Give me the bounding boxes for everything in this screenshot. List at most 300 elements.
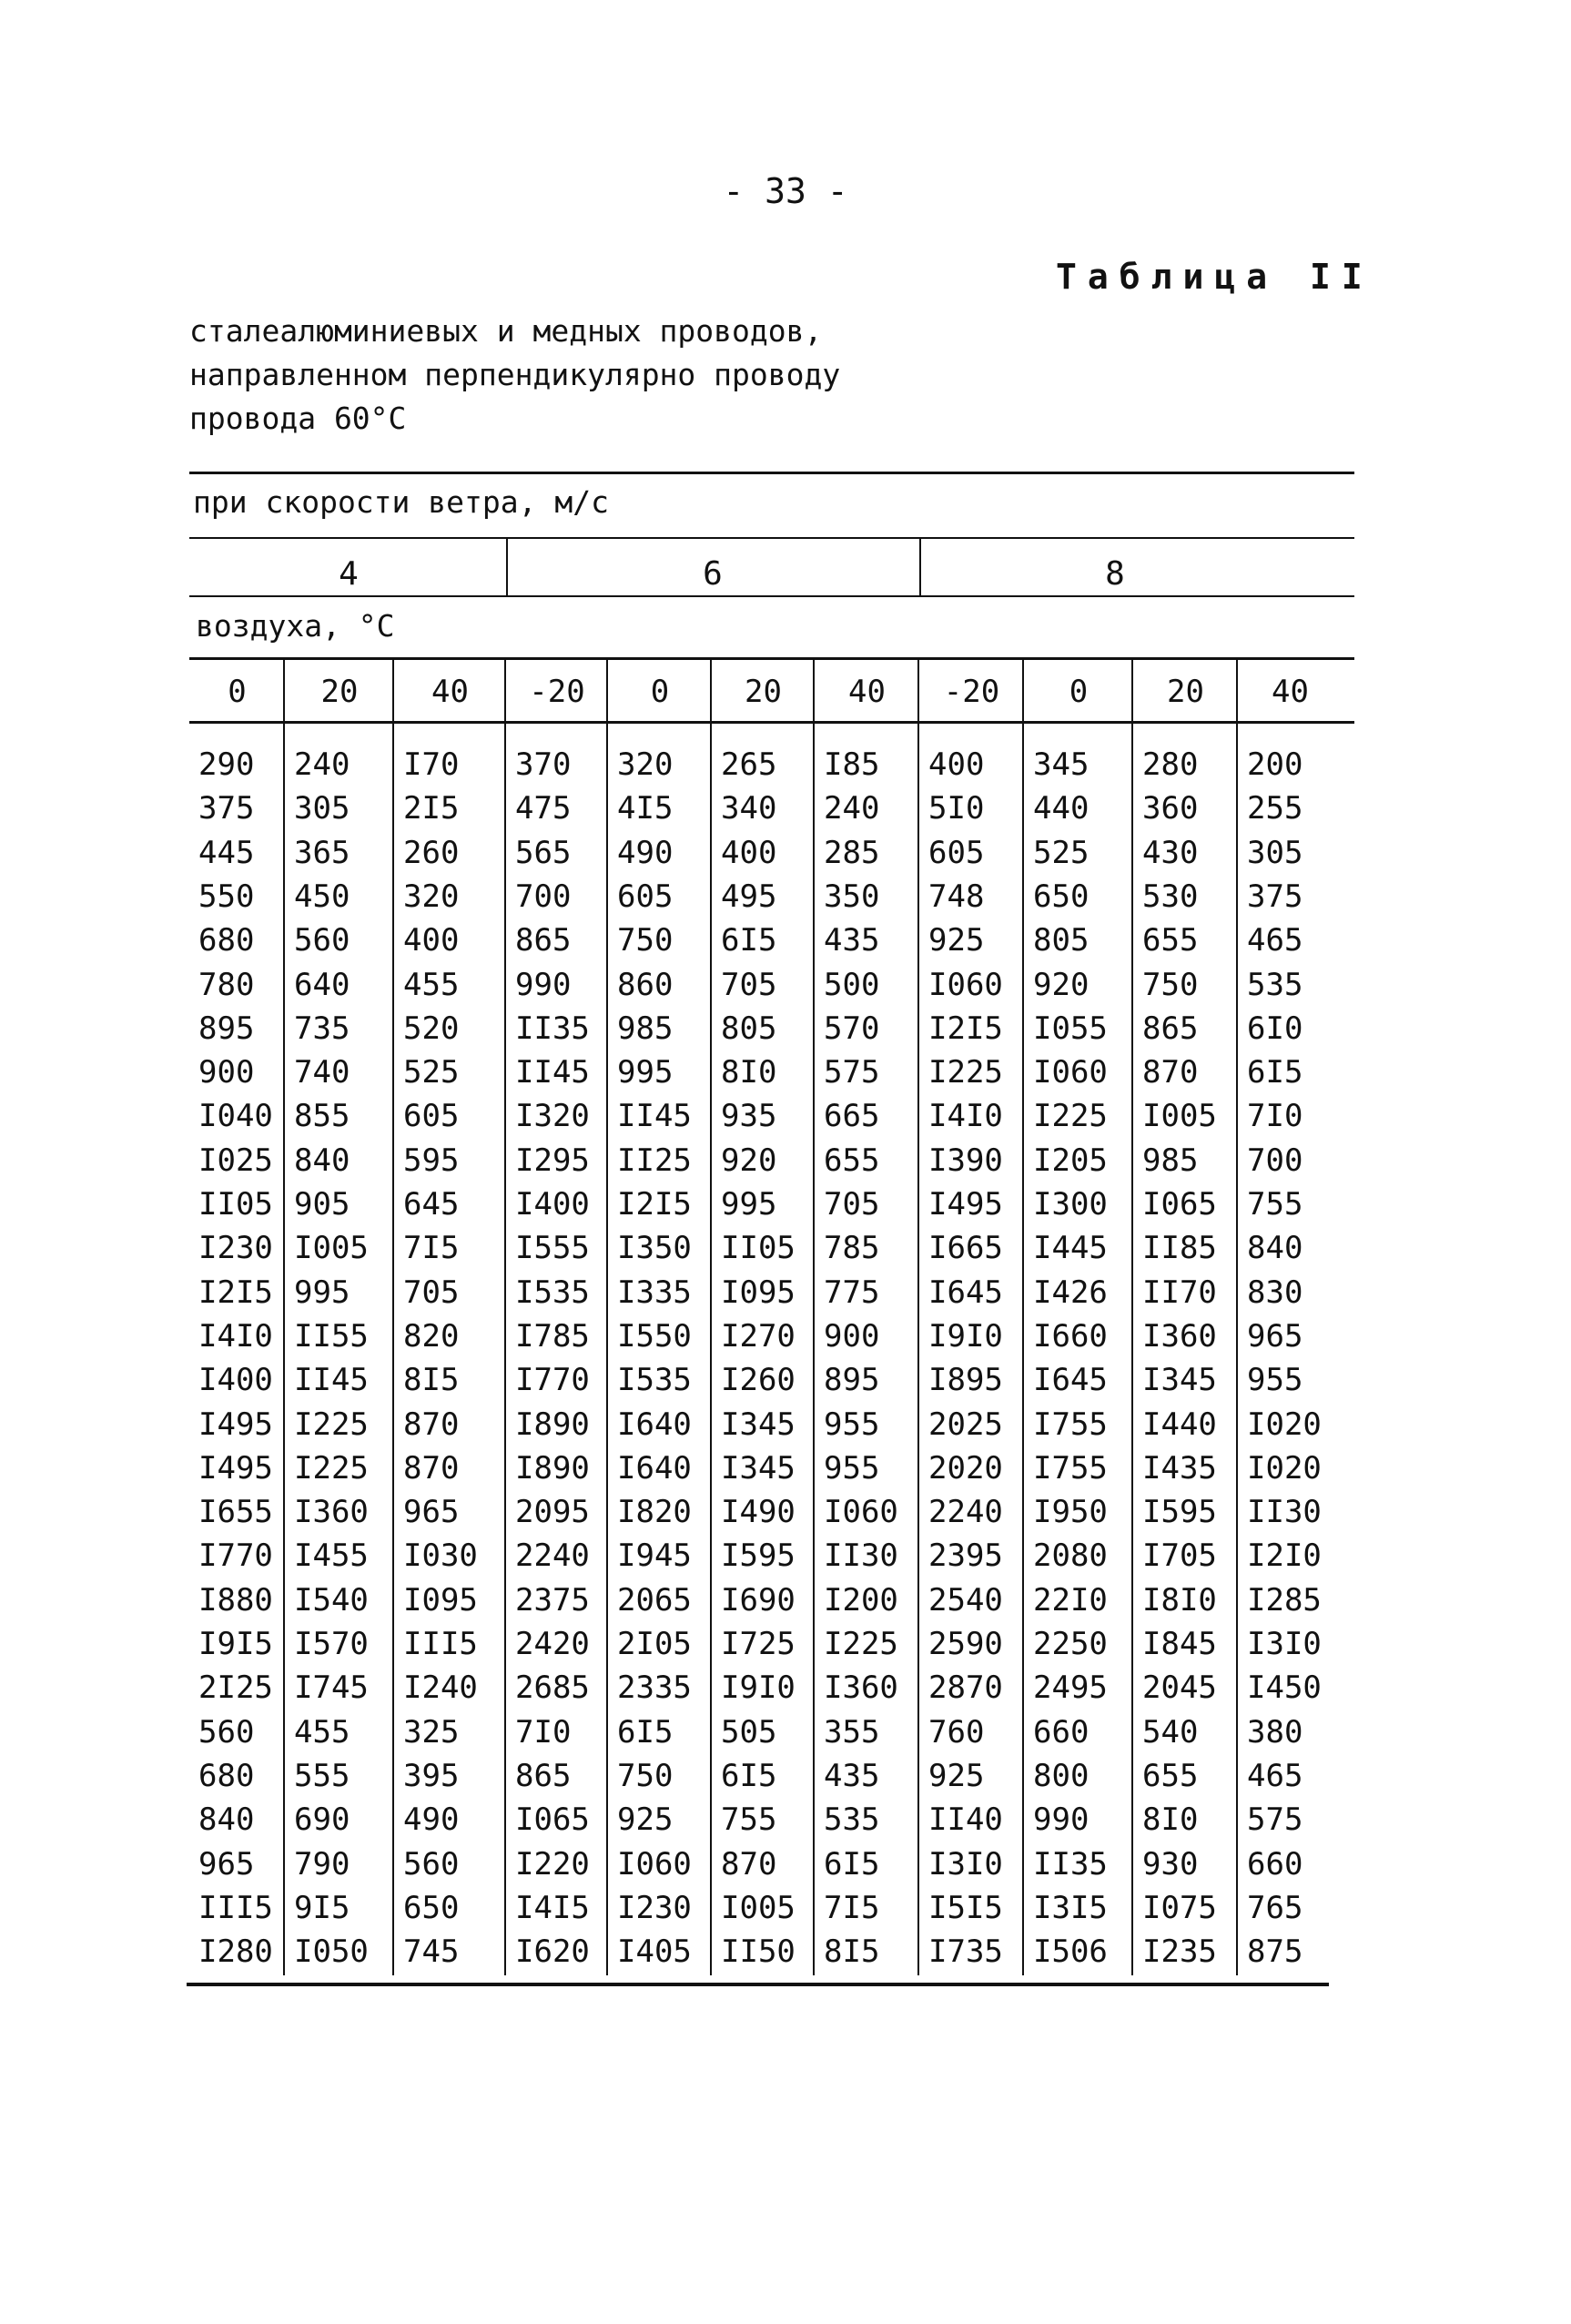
table-cell: 240 [294,746,350,783]
caption-line: направленном перпендикулярно проводу [189,357,841,392]
table-cell: I065 [515,1801,590,1838]
table-cell: 925 [928,1758,985,1794]
temperature-column-header: 40 [1272,674,1309,710]
table-cell: 265 [721,746,777,783]
table-cell: I640 [617,1450,692,1487]
table-cell: 320 [617,746,674,783]
table-cell: II85 [1142,1230,1217,1266]
table-cell: 6I5 [721,1758,777,1794]
column-rule [1022,659,1024,1975]
table-cell: II05 [721,1230,796,1266]
table-cell: 705 [721,967,777,1003]
table-cell: I230 [198,1230,273,1266]
table-cell: 475 [515,790,572,827]
table-cell: 7I0 [515,1714,572,1751]
table-cell: I820 [617,1494,692,1530]
column-rule [283,659,285,1975]
table-cell: 840 [294,1142,350,1179]
table-cell: I005 [1142,1098,1217,1134]
table-cell: 560 [294,922,350,959]
table-cell: II45 [515,1054,590,1091]
table-cell: 8I5 [824,1933,880,1970]
table-cell: 9I5 [294,1890,350,1926]
table-cell: I335 [617,1274,692,1311]
table-cell: 660 [1247,1846,1303,1883]
table-cell: 305 [1247,835,1303,871]
table-cell: I665 [928,1230,1003,1266]
column-rule [1131,659,1133,1975]
table-cell: 660 [1033,1714,1090,1751]
table-cell: I270 [721,1318,796,1355]
table-cell: 755 [1247,1186,1303,1223]
table-cell: 260 [403,835,460,871]
table-cell: I3I5 [1033,1890,1108,1926]
table-cell: I690 [721,1582,796,1619]
table-cell: III5 [198,1890,273,1926]
table-cell: 8I0 [721,1054,777,1091]
table-cell: 995 [617,1054,674,1091]
table-cell: 780 [198,967,255,1003]
table-cell: 290 [198,746,255,783]
column-rule [1236,659,1238,1975]
table-cell: 775 [824,1274,880,1311]
table-cell: I640 [617,1406,692,1443]
temperature-column-header: -20 [943,674,1000,710]
table-cell: 935 [721,1098,777,1134]
table-cell: 255 [1247,790,1303,827]
table-cell: III5 [403,1626,478,1662]
table-cell: 2685 [515,1669,590,1706]
table-cell: 855 [294,1098,350,1134]
table-cell: I9I0 [721,1669,796,1706]
table-cell: I455 [294,1537,369,1574]
table-cell: I220 [515,1846,590,1883]
table-cell: II25 [617,1142,692,1179]
table-cell: I845 [1142,1626,1217,1662]
table-cell: 740 [294,1054,350,1091]
table-cell: 985 [617,1010,674,1047]
table-cell: 430 [1142,835,1199,871]
table-cell: I225 [294,1406,369,1443]
table-cell: I020 [1247,1406,1322,1443]
table-cell: 8I5 [403,1362,460,1398]
table-cell: 2I05 [617,1626,692,1662]
table-cell: 355 [824,1714,880,1751]
table-cell: I225 [824,1626,898,1662]
table-cell: 240 [824,790,880,827]
table-cell: 748 [928,878,985,915]
table-cell: 875 [1247,1933,1303,1970]
table-cell: I200 [824,1582,898,1619]
table-cell: I570 [294,1626,369,1662]
table-cell: I880 [198,1582,273,1619]
table-cell: I890 [515,1406,590,1443]
table-cell: 570 [824,1010,880,1047]
table-cell: 435 [824,922,880,959]
table-cell: 805 [721,1010,777,1047]
table-cell: 700 [515,878,572,915]
table-cell: 680 [198,1758,255,1794]
table-cell: 645 [403,1186,460,1223]
table-cell: 445 [198,835,255,871]
table-cell: II45 [617,1098,692,1134]
table-cell: I400 [198,1362,273,1398]
table-cell: I360 [824,1669,898,1706]
table-cell: 2420 [515,1626,590,1662]
table-cell: I5I5 [928,1890,1003,1926]
table-cell: 505 [721,1714,777,1751]
table-cell: I890 [515,1450,590,1487]
table-cell: I025 [198,1142,273,1179]
table-cell: 6I5 [617,1714,674,1751]
table-cell: 925 [617,1801,674,1838]
table-cell: I950 [1033,1494,1108,1530]
table-cell: 750 [617,1758,674,1794]
rule-speed [189,537,1354,539]
table-cell: 2020 [928,1450,1003,1487]
table-cell: 640 [294,967,350,1003]
table-cell: I4I5 [515,1890,590,1926]
column-rule [710,659,712,1975]
table-cell: I350 [617,1230,692,1266]
speed-value-8: 8 [1105,555,1125,593]
table-cell: 305 [294,790,350,827]
table-cell: 495 [721,878,777,915]
table-cell: I85 [824,746,880,783]
table-cell: 2240 [515,1537,590,1574]
table-cell: 735 [294,1010,350,1047]
table-cell: 745 [403,1933,460,1970]
table-cell: I020 [1247,1450,1322,1487]
temperature-column-header: 0 [650,674,670,710]
table-cell: I785 [515,1318,590,1355]
table-cell: 6I5 [824,1846,880,1883]
table-cell: 595 [403,1142,460,1179]
table-cell: 840 [198,1801,255,1838]
table-cell: 785 [824,1230,880,1266]
table-cell: 760 [928,1714,985,1751]
table-cell: 965 [1247,1318,1303,1355]
table-cell: 985 [1142,1142,1199,1179]
table-cell: 870 [1142,1054,1199,1091]
table-cell: 605 [928,835,985,871]
table-cell: II50 [721,1933,796,1970]
table-cell: 925 [928,922,985,959]
table-cell: I005 [721,1890,796,1926]
table-cell: 550 [198,878,255,915]
table-cell: I770 [198,1537,273,1574]
table-cell: 360 [1142,790,1199,827]
table-cell: 990 [1033,1801,1090,1838]
temperature-column-header: 40 [431,674,469,710]
table-cell: I060 [1033,1054,1108,1091]
table-cell: I075 [1142,1890,1217,1926]
table-cell: 800 [1033,1758,1090,1794]
temperature-column-header: 20 [745,674,782,710]
table-cell: I345 [721,1450,796,1487]
table-cell: I595 [721,1537,796,1574]
table-cell: 200 [1247,746,1303,783]
table-cell: 6I5 [721,922,777,959]
table-cell: 605 [403,1098,460,1134]
column-rule [392,659,394,1975]
table-cell: 755 [721,1801,777,1838]
table-label: Таблица II [1056,257,1373,297]
table-cell: I506 [1033,1933,1108,1970]
table-cell: 2250 [1033,1626,1108,1662]
table-cell: 920 [1033,967,1090,1003]
table-cell: 365 [294,835,350,871]
table-cell: I2I5 [928,1010,1003,1047]
table-cell: 860 [617,967,674,1003]
table-cell: II05 [198,1186,273,1223]
table-cell: I300 [1033,1186,1108,1223]
table-cell: 2495 [1033,1669,1108,1706]
table-cell: 2080 [1033,1537,1108,1574]
speed-value-4: 4 [339,555,359,593]
table-cell: I550 [617,1318,692,1355]
table-cell: 955 [1247,1362,1303,1398]
table-cell: 2590 [928,1626,1003,1662]
table-cell: 865 [1142,1010,1199,1047]
table-cell: I555 [515,1230,590,1266]
table-cell: I945 [617,1537,692,1574]
rule-temperature [189,657,1354,660]
table-cell: 2025 [928,1406,1003,1443]
table-cell: I755 [1033,1406,1108,1443]
table-cell: 665 [824,1098,880,1134]
temperature-header: воздуха, °С [196,608,395,644]
table-cell: 560 [403,1846,460,1883]
table-cell: 2240 [928,1494,1003,1530]
table-cell: 690 [294,1801,350,1838]
table-cell: 530 [1142,878,1199,915]
table-cell: I645 [928,1274,1003,1311]
table-cell: I3I0 [1247,1626,1322,1662]
table-cell: 400 [403,922,460,959]
table-cell: 865 [515,922,572,959]
table-cell: 340 [721,790,777,827]
table-cell: 995 [294,1274,350,1311]
table-cell: 285 [824,835,880,871]
table-cell: 930 [1142,1846,1199,1883]
table-cell: 705 [403,1274,460,1311]
table-cell: 750 [1142,967,1199,1003]
table-cell: 575 [824,1054,880,1091]
table-cell: 900 [824,1318,880,1355]
temperature-column-header: 0 [228,674,247,710]
table-cell: I030 [403,1537,478,1574]
table-cell: 400 [721,835,777,871]
table-cell: I495 [198,1450,273,1487]
table-cell: 450 [294,878,350,915]
rule-speed-values [189,595,1354,597]
table-cell: I235 [1142,1933,1217,1970]
table-cell: I495 [928,1186,1003,1223]
table-cell: I320 [515,1098,590,1134]
table-cell: 700 [1247,1142,1303,1179]
table-cell: 375 [198,790,255,827]
table-cell: 400 [928,746,985,783]
table-cell: I050 [294,1933,369,1970]
table-cell: I360 [294,1494,369,1530]
temperature-column-header: 40 [848,674,886,710]
table-cell: 680 [198,922,255,959]
table-cell: 535 [1247,967,1303,1003]
table-cell: I745 [294,1669,369,1706]
table-cell: I040 [198,1098,273,1134]
table-cell: 22I0 [1033,1582,1108,1619]
temperature-column-header: 20 [320,674,359,710]
table-cell: II45 [294,1362,369,1398]
table-cell: 750 [617,922,674,959]
table-cell: 790 [294,1846,350,1883]
table-cell: 870 [721,1846,777,1883]
table-cell: 2335 [617,1669,692,1706]
table-cell: 870 [403,1406,460,1443]
table-cell: 920 [721,1142,777,1179]
table-cell: I450 [1247,1669,1322,1706]
table-cell: 435 [824,1758,880,1794]
table-cell: I095 [721,1274,796,1311]
table-cell: 525 [403,1054,460,1091]
table-cell: I540 [294,1582,369,1619]
table-cell: I2I0 [1247,1537,1322,1574]
table-cell: I490 [721,1494,796,1530]
table-cell: I060 [617,1846,692,1883]
table-cell: 370 [515,746,572,783]
table-cell: 455 [294,1714,350,1751]
table-cell: 605 [617,878,674,915]
table-cell: 905 [294,1186,350,1223]
table-cell: I655 [198,1494,273,1530]
table-cell: 345 [1033,746,1090,783]
table-cell: I595 [1142,1494,1217,1530]
table-cell: 565 [515,835,572,871]
table-cell: II55 [294,1318,369,1355]
caption-line: сталеалюминиевых и медных проводов, [189,313,823,349]
rule-columns [189,721,1354,724]
table-cell: 6I0 [1247,1010,1303,1047]
column-rule [917,659,919,1975]
table-cell: 325 [403,1714,460,1751]
table-cell: 465 [1247,1758,1303,1794]
table-cell: 525 [1033,835,1090,871]
table-cell: I895 [928,1362,1003,1398]
table-cell: I535 [515,1274,590,1311]
table-cell: I360 [1142,1318,1217,1355]
table-cell: 7I5 [403,1230,460,1266]
table-cell: I005 [294,1230,369,1266]
table-cell: 2540 [928,1582,1003,1619]
table-cell: 655 [1142,1758,1199,1794]
table-cell: I705 [1142,1537,1217,1574]
table-cell: 5I0 [928,790,985,827]
table-cell: 2395 [928,1537,1003,1574]
table-cell: 535 [824,1801,880,1838]
table-cell: I095 [403,1582,478,1619]
table-cell: 650 [403,1890,460,1926]
table-cell: 2045 [1142,1669,1217,1706]
table-cell: I205 [1033,1142,1108,1179]
table-cell: 490 [617,835,674,871]
table-cell: 7I0 [1247,1098,1303,1134]
table-cell: 2I5 [403,790,460,827]
table-cell: 900 [198,1054,255,1091]
table-cell: I285 [1247,1582,1322,1619]
table-cell: 655 [1142,922,1199,959]
table-cell: I2I5 [198,1274,273,1311]
table-cell: I735 [928,1933,1003,1970]
table-cell: 500 [824,967,880,1003]
table-cell: I4I0 [928,1098,1003,1134]
table-cell: I225 [1033,1098,1108,1134]
table-cell: I440 [1142,1406,1217,1443]
table-cell: I620 [515,1933,590,1970]
table-cell: I225 [294,1450,369,1487]
table-cell: 490 [403,1801,460,1838]
table-cell: I295 [515,1142,590,1179]
table-cell: 575 [1247,1801,1303,1838]
table-cell: II30 [1247,1494,1322,1530]
table-cell: 6I5 [1247,1054,1303,1091]
table-cell: I060 [824,1494,898,1530]
table-cell: I230 [617,1890,692,1926]
column-rule [606,659,608,1975]
table-cell: I9I0 [928,1318,1003,1355]
table-cell: 560 [198,1714,255,1751]
table-cell: 465 [1247,922,1303,959]
table-cell: 555 [294,1758,350,1794]
table-cell: I055 [1033,1010,1108,1047]
table-cell: 820 [403,1318,460,1355]
table-cell: I8I0 [1142,1582,1217,1619]
table-cell: I445 [1033,1230,1108,1266]
table-cell: I495 [198,1406,273,1443]
temperature-column-header: 0 [1069,674,1089,710]
table-cell: 380 [1247,1714,1303,1751]
table-cell: 375 [1247,878,1303,915]
table-cell: 765 [1247,1890,1303,1926]
rule-top [189,472,1354,474]
table-cell: I9I5 [198,1626,273,1662]
table-cell: 520 [403,1010,460,1047]
column-rule [504,659,506,1975]
table-cell: 440 [1033,790,1090,827]
table-cell: 870 [403,1450,460,1487]
table-cell: II35 [515,1010,590,1047]
table-cell: 840 [1247,1230,1303,1266]
table-cell: 955 [824,1450,880,1487]
caption-line: провода 60°С [189,401,407,436]
table-cell: 395 [403,1758,460,1794]
table-cell: I345 [721,1406,796,1443]
table-cell: 4I5 [617,790,674,827]
table-cell: I240 [403,1669,478,1706]
table-cell: I770 [515,1362,590,1398]
table-cell: 7I5 [824,1890,880,1926]
table-cell: 955 [824,1406,880,1443]
table-cell: II70 [1142,1274,1217,1311]
rule-bottom [187,1983,1329,1986]
table-cell: 540 [1142,1714,1199,1751]
table-cell: I3I0 [928,1846,1003,1883]
table-cell: 995 [721,1186,777,1223]
speed-value-6: 6 [703,555,723,593]
table-cell: 320 [403,878,460,915]
table-cell: 455 [403,967,460,1003]
table-cell: I390 [928,1142,1003,1179]
